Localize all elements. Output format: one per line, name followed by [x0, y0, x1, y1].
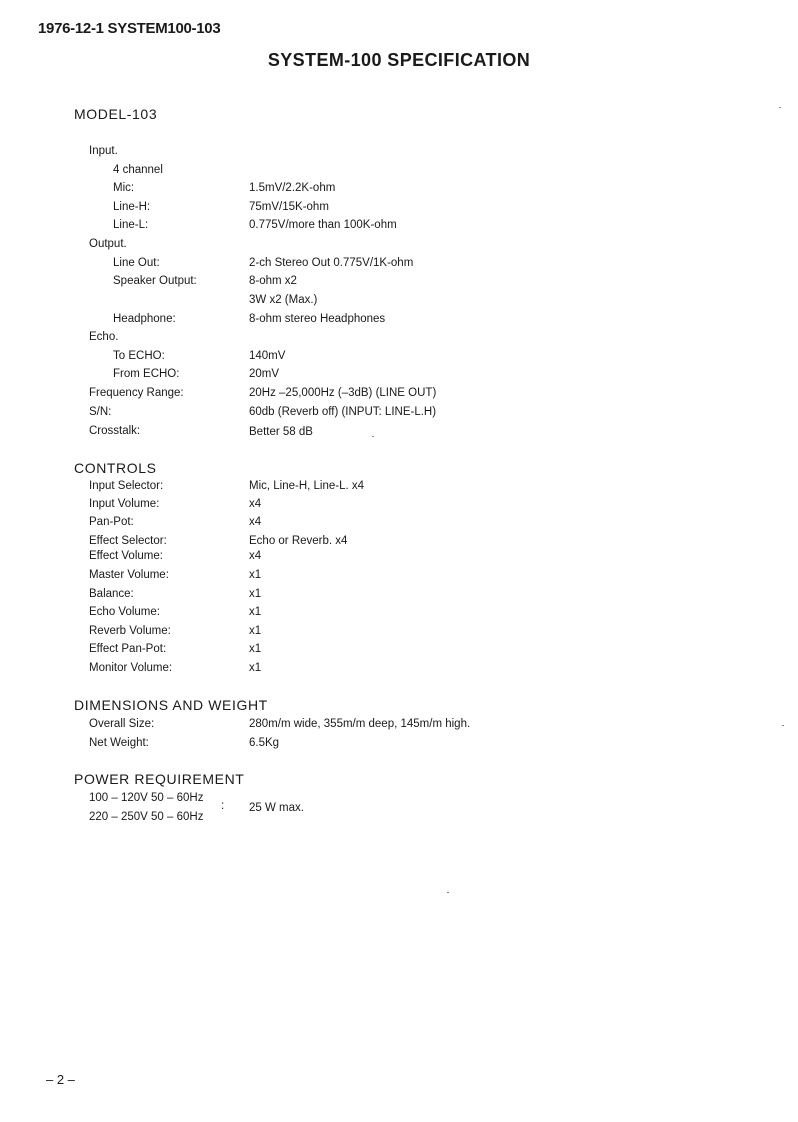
to-echo-value: 140mV	[249, 350, 286, 362]
control-label: Effect Pan-Pot:	[89, 643, 167, 655]
speaker-output-value-1: 8-ohm x2	[249, 275, 297, 287]
controls-heading: CONTROLS	[74, 460, 157, 476]
control-label: Input Selector:	[89, 480, 164, 492]
control-label: Monitor Volume:	[89, 662, 173, 674]
control-value: x1	[249, 606, 262, 618]
headphone-value: 8-ohm stereo Headphones	[249, 313, 386, 325]
line-out-value: 2-ch Stereo Out 0.775V/1K-ohm	[249, 257, 414, 269]
power-range-1: 100 – 120V 50 – 60Hz	[89, 792, 204, 804]
control-label: Effect Volume:	[89, 550, 163, 562]
line-l-label: Line-L:	[113, 219, 149, 231]
from-echo-value: 20mV	[249, 368, 280, 380]
document-stamp: 1976-12-1 SYSTEM100-103	[38, 20, 221, 37]
from-echo-label: From ECHO:	[113, 368, 180, 380]
sn-label: S/N:	[89, 406, 112, 418]
control-label: Echo Volume:	[89, 606, 160, 618]
frequency-range-value: 20Hz –25,000Hz (–3dB) (LINE OUT)	[249, 387, 437, 399]
scan-speck	[447, 892, 449, 893]
control-value: x4	[249, 550, 262, 562]
output-label: Output.	[89, 238, 127, 250]
dimensions-heading: DIMENSIONS AND WEIGHT	[74, 697, 268, 713]
control-label: Input Volume:	[89, 498, 160, 510]
line-l-value: 0.775V/more than 100K-ohm	[249, 219, 397, 231]
control-value: Echo or Reverb. x4	[249, 535, 348, 547]
model-heading: MODEL-103	[74, 106, 158, 122]
speaker-output-value-2: 3W x2 (Max.)	[249, 294, 318, 306]
crosstalk-label: Crosstalk:	[89, 425, 141, 437]
frequency-range-label: Frequency Range:	[89, 387, 184, 399]
power-value: 25 W max.	[249, 802, 304, 814]
scan-speck	[372, 436, 374, 437]
overall-size-value: 280m/m wide, 355m/m deep, 145m/m high.	[249, 718, 471, 730]
control-value: Mic, Line-H, Line-L. x4	[249, 480, 365, 492]
control-value: x1	[249, 569, 262, 581]
scan-speck	[782, 725, 784, 726]
control-value: x1	[249, 643, 262, 655]
control-value: x4	[249, 498, 262, 510]
speaker-output-label: Speaker Output:	[113, 275, 197, 287]
power-heading: POWER REQUIREMENT	[74, 771, 245, 787]
line-h-value: 75mV/15K-ohm	[249, 201, 329, 213]
to-echo-label: To ECHO:	[113, 350, 165, 362]
overall-size-label: Overall Size:	[89, 718, 155, 730]
input-label: Input.	[89, 145, 118, 157]
crosstalk-value: Better 58 dB	[249, 426, 313, 438]
echo-label: Echo.	[89, 331, 119, 343]
headphone-label: Headphone:	[113, 313, 176, 325]
control-value: x1	[249, 625, 262, 637]
channel-count: 4 channel	[113, 164, 163, 176]
control-label: Pan-Pot:	[89, 516, 134, 528]
line-h-label: Line-H:	[113, 201, 151, 213]
mic-value: 1.5mV/2.2K-ohm	[249, 182, 336, 194]
control-label: Reverb Volume:	[89, 625, 171, 637]
sn-value: 60db (Reverb off) (INPUT: LINE-L.H)	[249, 406, 437, 418]
scan-speck	[779, 107, 781, 108]
control-value: x4	[249, 516, 262, 528]
mic-label: Mic:	[113, 182, 135, 194]
control-label: Master Volume:	[89, 569, 169, 581]
line-out-label: Line Out:	[113, 257, 160, 269]
page-number: – 2 –	[46, 1072, 75, 1087]
control-label: Effect Selector:	[89, 535, 167, 547]
net-weight-label: Net Weight:	[89, 737, 149, 749]
control-value: x1	[249, 588, 262, 600]
power-colon: :	[221, 800, 225, 812]
power-range-2: 220 – 250V 50 – 60Hz	[89, 811, 204, 823]
page-title: SYSTEM-100 SPECIFICATION	[267, 50, 531, 70]
net-weight-value: 6.5Kg	[249, 737, 280, 749]
control-label: Balance:	[89, 588, 134, 600]
control-value: x1	[249, 662, 262, 674]
